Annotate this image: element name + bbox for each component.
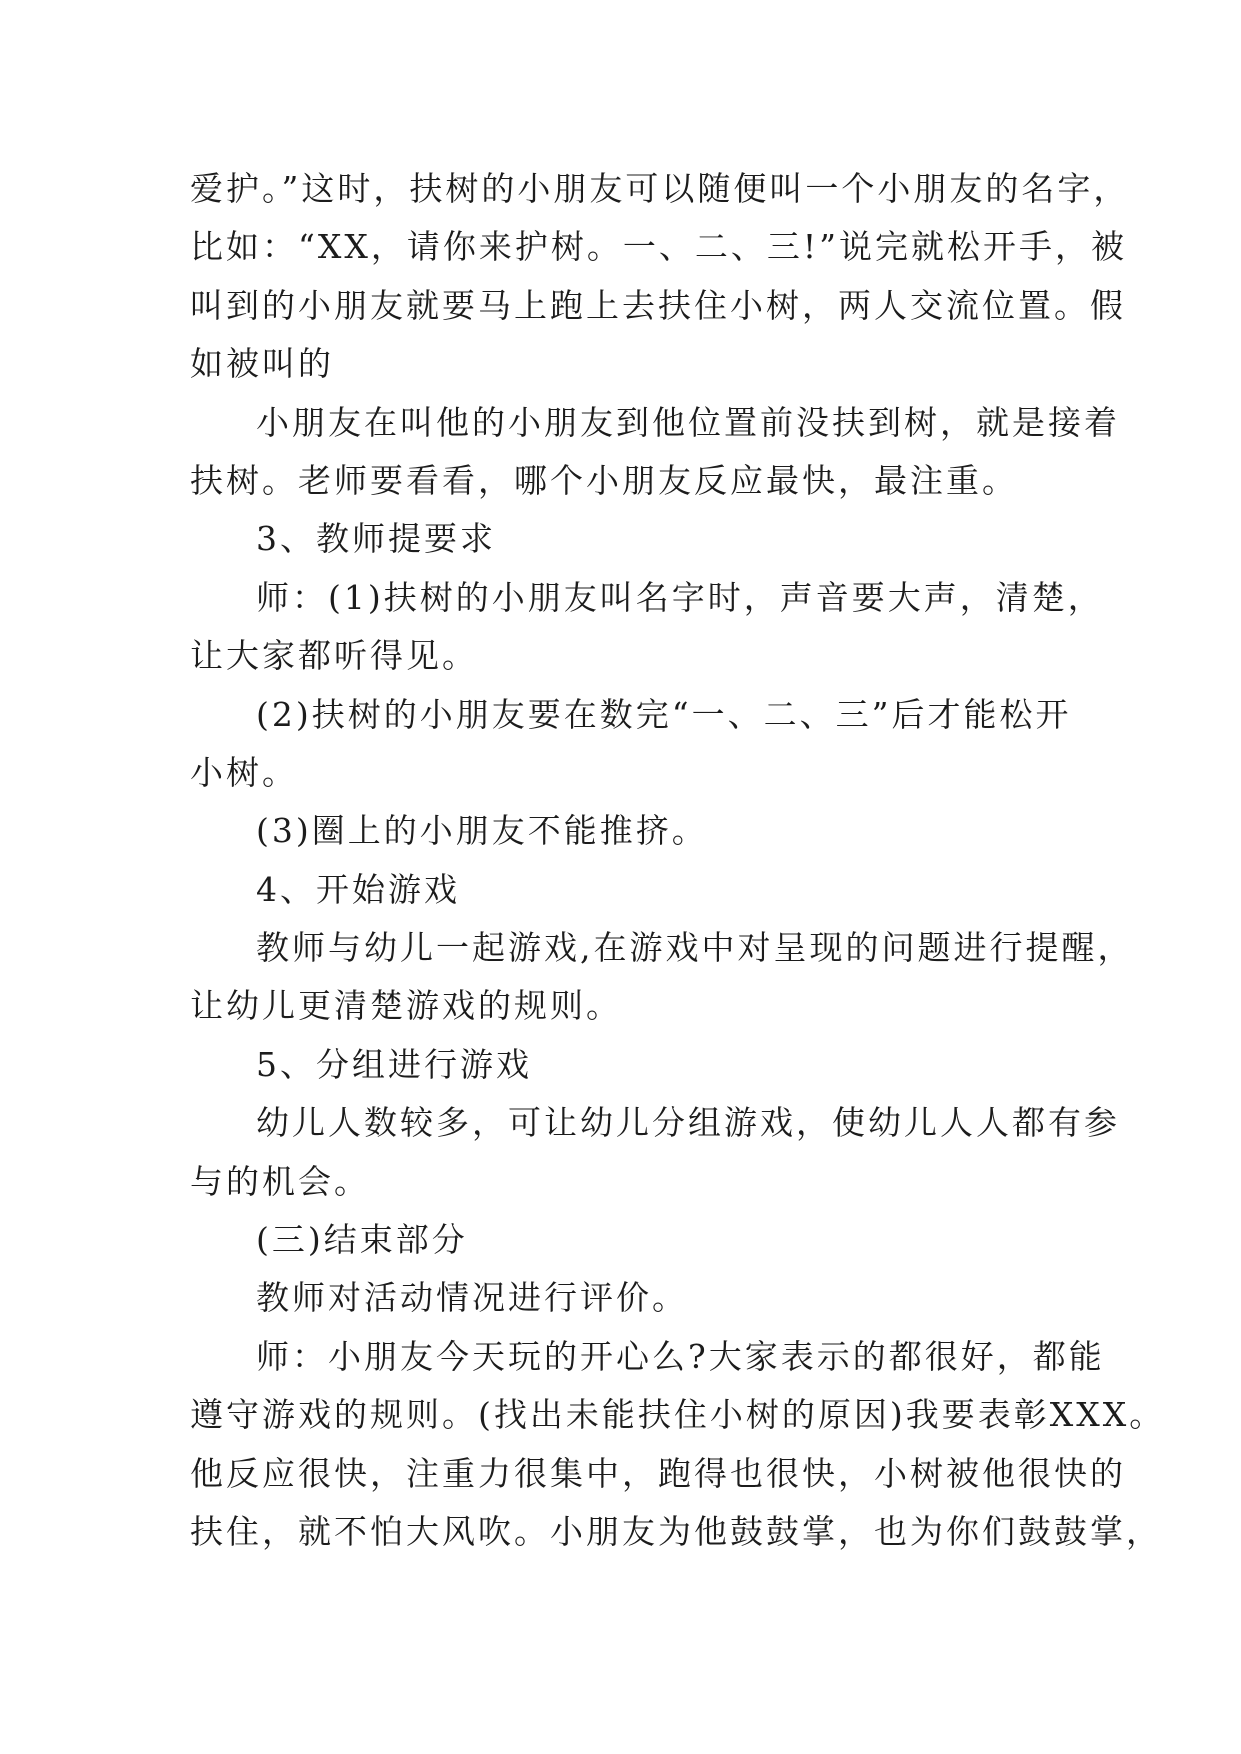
text-line: 比如：“XX，请你来护树。一、二、三!”说完就松开手，被	[190, 227, 1127, 267]
text-line: 他反应很快，注重力很集中，跑得也很快，小树被他很快的	[190, 1453, 1126, 1493]
section-heading: 4、开始游戏	[256, 869, 460, 909]
text-line: 小朋友在叫他的小朋友到他位置前没扶到树，就是接着	[256, 402, 1120, 442]
text-line: 让幼儿更清楚游戏的规则。	[190, 986, 622, 1026]
text-line: 与的机会。	[190, 1161, 370, 1201]
text-line: (3)圈上的小朋友不能推挤。	[256, 811, 708, 851]
text-line: 幼儿人数较多，可让幼儿分组游戏，使幼儿人人都有参	[256, 1103, 1120, 1143]
text-line: 让大家都听得见。	[190, 636, 478, 676]
text-line: (2)扶树的小朋友要在数完“一、二、三”后才能松开	[256, 694, 1072, 734]
section-heading: 5、分组进行游戏	[256, 1044, 532, 1084]
text-line: 师：小朋友今天玩的开心么?大家表示的都很好，都能	[256, 1336, 1105, 1376]
text-line: 爱护。”这时，扶树的小朋友可以随便叫一个小朋友的名字，	[190, 169, 1130, 208]
section-heading: 3、教师提要求	[256, 519, 496, 559]
text-line: 扶住，就不怕大风吹。小朋友为他鼓鼓掌，也为你们鼓鼓掌，	[190, 1511, 1162, 1551]
text-line: 师：(1)扶树的小朋友叫名字时，声音要大声，清楚，	[256, 577, 1104, 617]
text-line: 扶树。老师要看看，哪个小朋友反应最快，最注重。	[190, 460, 1018, 500]
text-line: 教师与幼儿一起游戏,在游戏中对呈现的问题进行提醒，	[256, 928, 1134, 968]
text-line: 小树。	[190, 752, 298, 792]
text-line: 教师对活动情况进行评价。	[256, 1278, 688, 1318]
text-line: 叫到的小朋友就要马上跑上去扶住小树，两人交流位置。假	[190, 285, 1126, 325]
document-body	[190, 160, 1166, 1561]
text-line: 遵守游戏的规则。(找出未能扶住小树的原因)我要表彰XXX。	[190, 1395, 1166, 1435]
section-heading: (三)结束部分	[256, 1220, 468, 1260]
text-line: 如被叫的	[190, 344, 334, 384]
